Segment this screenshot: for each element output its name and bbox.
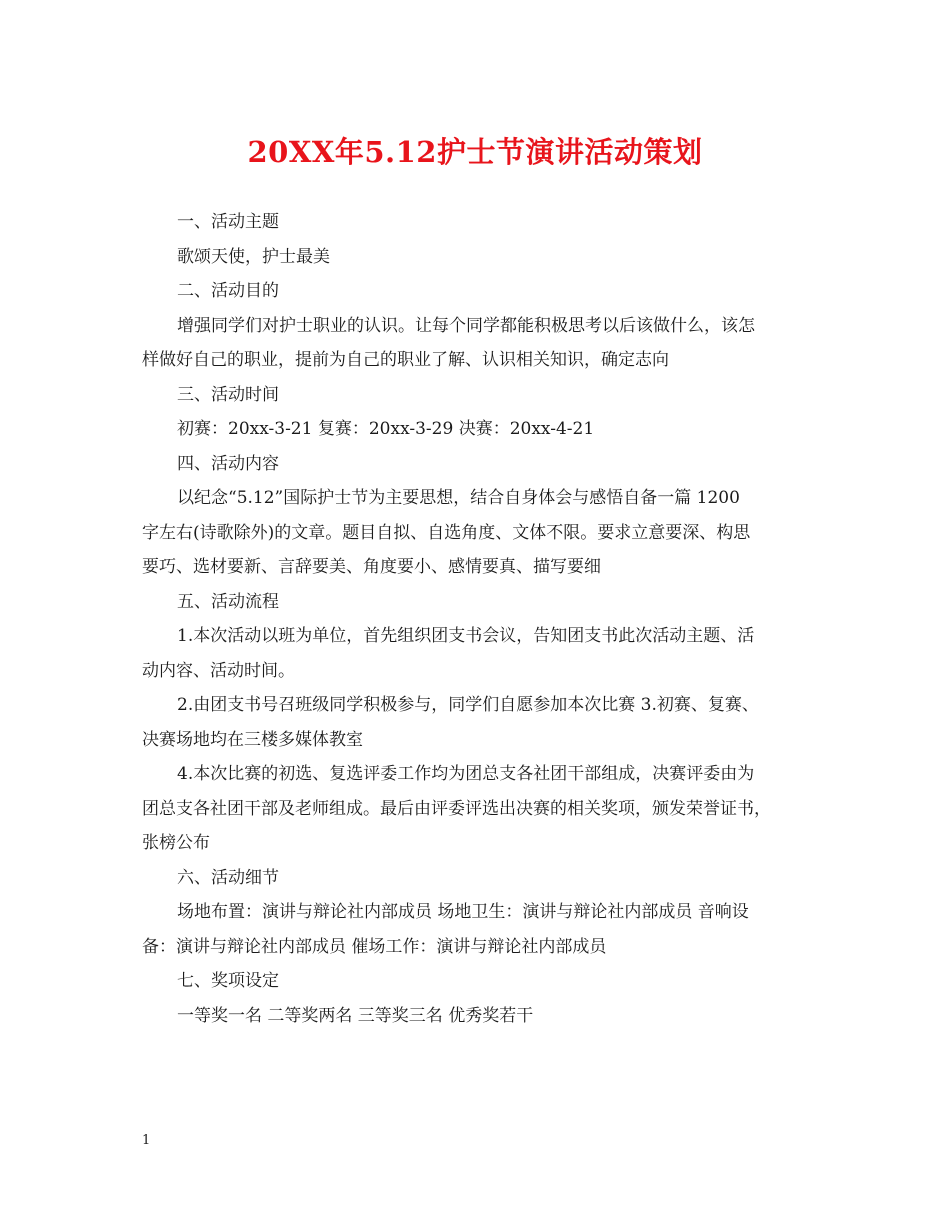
text-line: 六、活动细节 [177, 867, 279, 888]
text-line: 1.本次活动以班为单位，首先组织团支书会议，告知团支书此次活动主题、活 [177, 626, 755, 646]
text-line: 初赛：20xx-3-21 复赛：20xx-3-29 决赛：20xx-4-21 [177, 419, 595, 439]
page-number: 1 [142, 1133, 151, 1148]
text-line: 动内容、活动时间。 [142, 660, 295, 681]
text-line: 四、活动内容 [177, 453, 279, 474]
text-line: 张榜公布 [142, 833, 210, 853]
text-line: 五、活动流程 [177, 591, 279, 612]
text-line: 2.由团支书号召班级同学积极参与，同学们自愿参加本次比赛 3.初赛、复赛、 [177, 695, 759, 715]
text-line: 团总支各社团干部及老师组成。最后由评委评选出决赛的相关奖项，颁发荣誉证书， [142, 798, 771, 819]
text-line: 字左右(诗歌除外)的文章。题目自拟、自选角度、文体不限。要求立意要深、构思 [142, 522, 751, 543]
text-line: 备：演讲与辩论社内部成员 催场工作：演讲与辩论社内部成员 [142, 936, 607, 957]
text-line: 要巧、选材要新、言辞要美、角度要小、感情要真、描写要细 [142, 557, 601, 577]
text-line: 七、奖项设定 [177, 971, 279, 991]
text-line: 三、活动时间 [177, 384, 279, 405]
text-line: 一、活动主题 [177, 212, 279, 232]
text-line: 4.本次比赛的初选、复选评委工作均为团总支各社团干部组成，决赛评委由为 [177, 764, 755, 784]
text-line: 决赛场地均在三楼多媒体教室 [142, 729, 363, 750]
document-title: 20XX年5.12护士节演讲活动策划 [247, 135, 703, 169]
text-line: 歌颂天使，护士最美 [177, 246, 330, 267]
text-line: 二、活动目的 [177, 281, 279, 301]
text-line: 一等奖一名 二等奖两名 三等奖三名 优秀奖若干 [177, 1005, 534, 1026]
text-line: 样做好自己的职业，提前为自己的职业了解、认识相关知识，确定志向 [142, 350, 669, 370]
text-line: 以纪念“5.12”国际护士节为主要思想，结合自身体会与感悟自备一篇 1200 [177, 488, 740, 508]
document-body [142, 205, 822, 1033]
text-line: 增强同学们对护士职业的认识。让每个同学都能积极思考以后该做什么，该怎 [177, 315, 755, 336]
text-line: 场地布置：演讲与辩论社内部成员 场地卫生：演讲与辩论社内部成员 音响设 [177, 902, 749, 922]
